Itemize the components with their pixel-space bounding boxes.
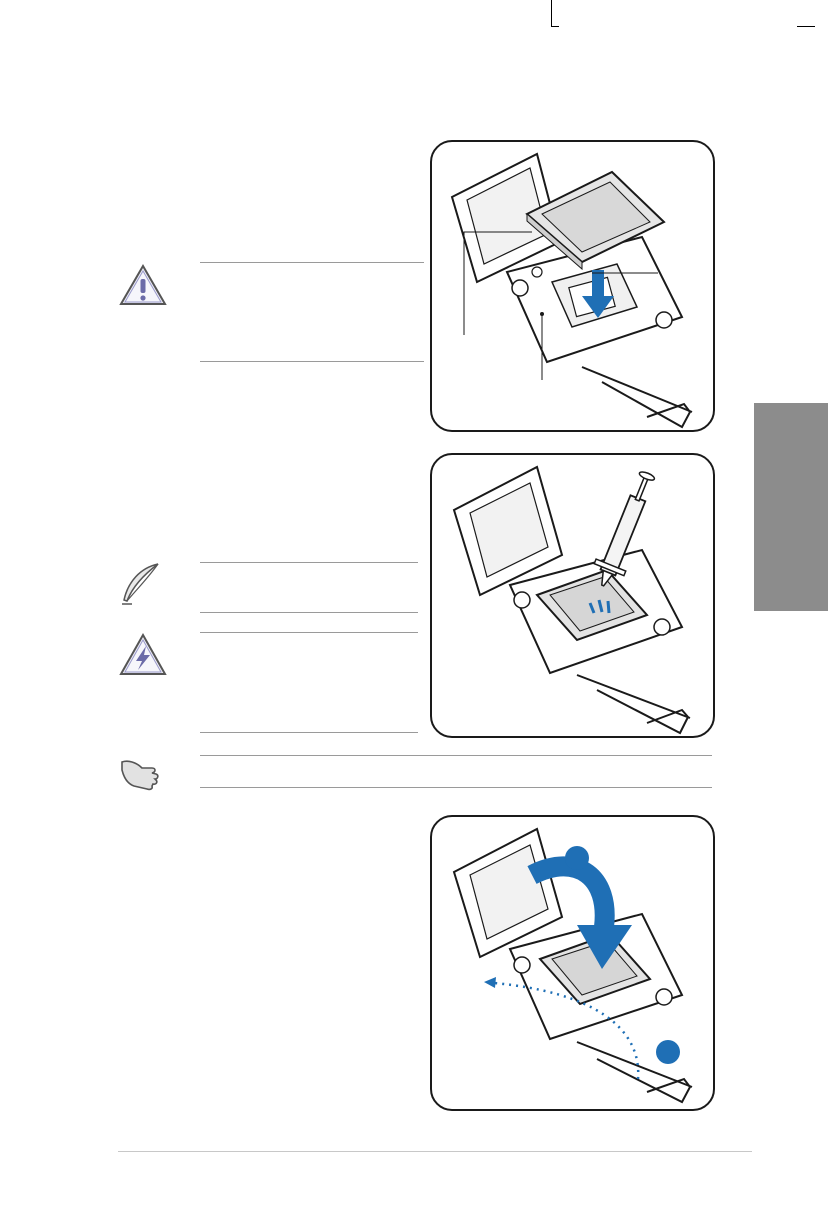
crop-mark-short — [797, 26, 815, 27]
important-rule-top — [200, 755, 712, 756]
chapter-side-tab — [754, 403, 828, 611]
warning-rule-bottom — [200, 732, 418, 733]
caution-triangle-icon — [118, 263, 168, 312]
caution-rule-top — [200, 262, 424, 263]
footer-rule — [118, 1151, 752, 1152]
important-rule-bottom — [200, 787, 712, 788]
crop-mark-horizontal — [551, 26, 559, 27]
thermal-paste-application-illustration — [430, 453, 715, 738]
feather-quill-icon — [118, 560, 164, 613]
electric-hazard-icon — [118, 632, 168, 683]
note-rule-top — [200, 562, 418, 563]
warning-rule-top — [200, 632, 418, 633]
note-rule-bottom — [200, 612, 418, 613]
crop-mark-vertical — [551, 0, 552, 26]
cpu-into-socket-illustration — [430, 140, 715, 432]
close-load-plate-illustration — [430, 815, 715, 1111]
caution-rule-bottom — [200, 361, 424, 362]
hand-point-icon — [118, 752, 166, 797]
